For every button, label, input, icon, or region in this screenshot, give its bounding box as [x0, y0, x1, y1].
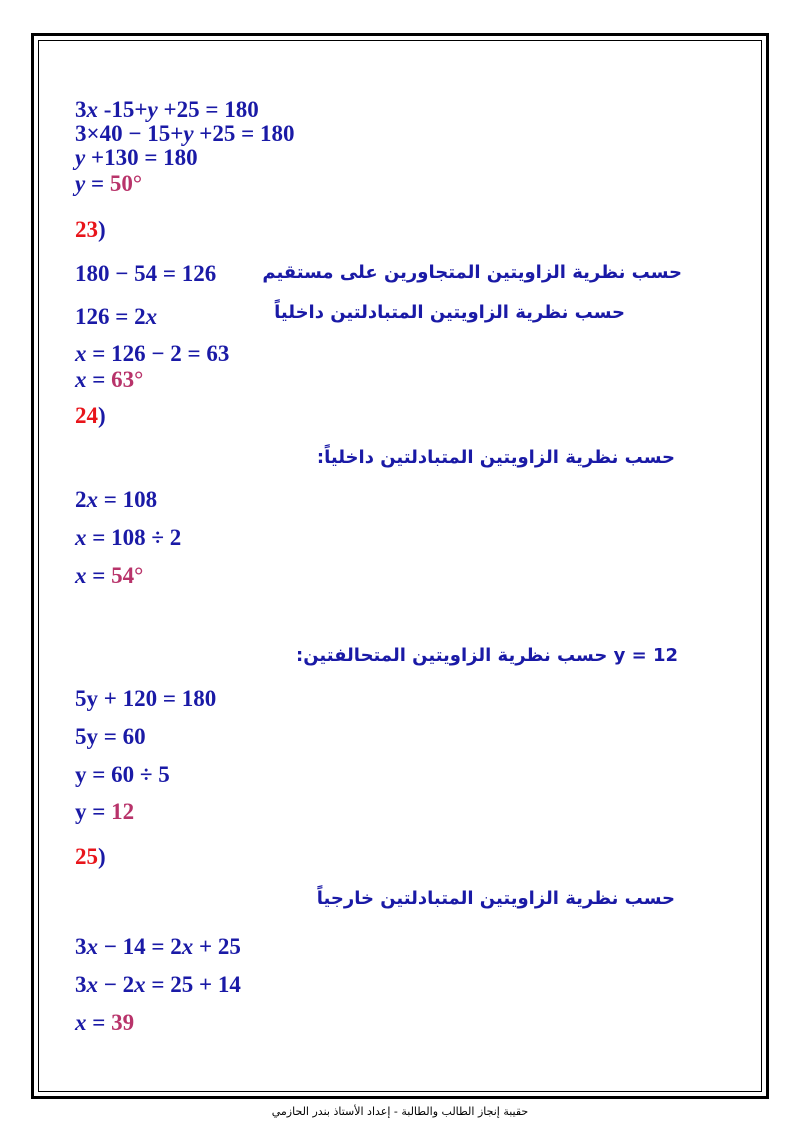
equation-line: 5y = 60	[75, 724, 146, 749]
page-footer: حقيبة إنجاز الطالب والطالبة - إعداد الأستاذ بندر الحازمي	[271, 1105, 529, 1118]
equation-line: 3×40 − 15+y +25 = 180	[75, 121, 295, 146]
question-number: 25)	[75, 844, 106, 869]
explanation-text: حسب نظرية الزاويتين المتبادلتين خارجياً	[316, 888, 675, 909]
explanation-text: حسب نظرية الزاويتين المتبادلتين داخلياً	[274, 302, 625, 323]
equation-line: 126 = 2x	[75, 304, 158, 329]
equation-result: y = 50°	[75, 171, 143, 196]
equation-result: x = 54°	[75, 563, 144, 588]
equation-line: y = 60 ÷ 5	[75, 762, 170, 787]
equation-line: y +130 = 180	[75, 145, 198, 170]
equation-result: x = 63°	[75, 367, 144, 392]
equation-line: 2x = 108	[75, 487, 158, 512]
equation-line: 3x -15+y +25 = 180	[75, 97, 259, 122]
explanation-text: y = 12 حسب نظرية الزاويتين المتحالفتين:	[296, 645, 678, 666]
equation-line: x = 108 ÷ 2	[75, 525, 182, 550]
explanation-text: حسب نظرية الزاويتين المتجاورين على مستقيم	[262, 262, 682, 283]
equation-line: 180 − 54 = 126	[75, 261, 217, 286]
equation-line: 3x − 2x = 25 + 14	[75, 972, 241, 997]
equation-line: 3x − 14 = 2x + 25	[75, 934, 241, 959]
equation-result: x = 39	[75, 1010, 135, 1035]
equation-line: 5y + 120 = 180	[75, 686, 217, 711]
explanation-text: حسب نظرية الزاويتين المتبادلتين داخلياً:	[316, 447, 675, 468]
equation-result: y = 12	[75, 799, 135, 824]
question-number: 24)	[75, 403, 106, 428]
question-number: 23)	[75, 217, 106, 242]
equation-line: x = 126 − 2 = 63	[75, 341, 230, 366]
